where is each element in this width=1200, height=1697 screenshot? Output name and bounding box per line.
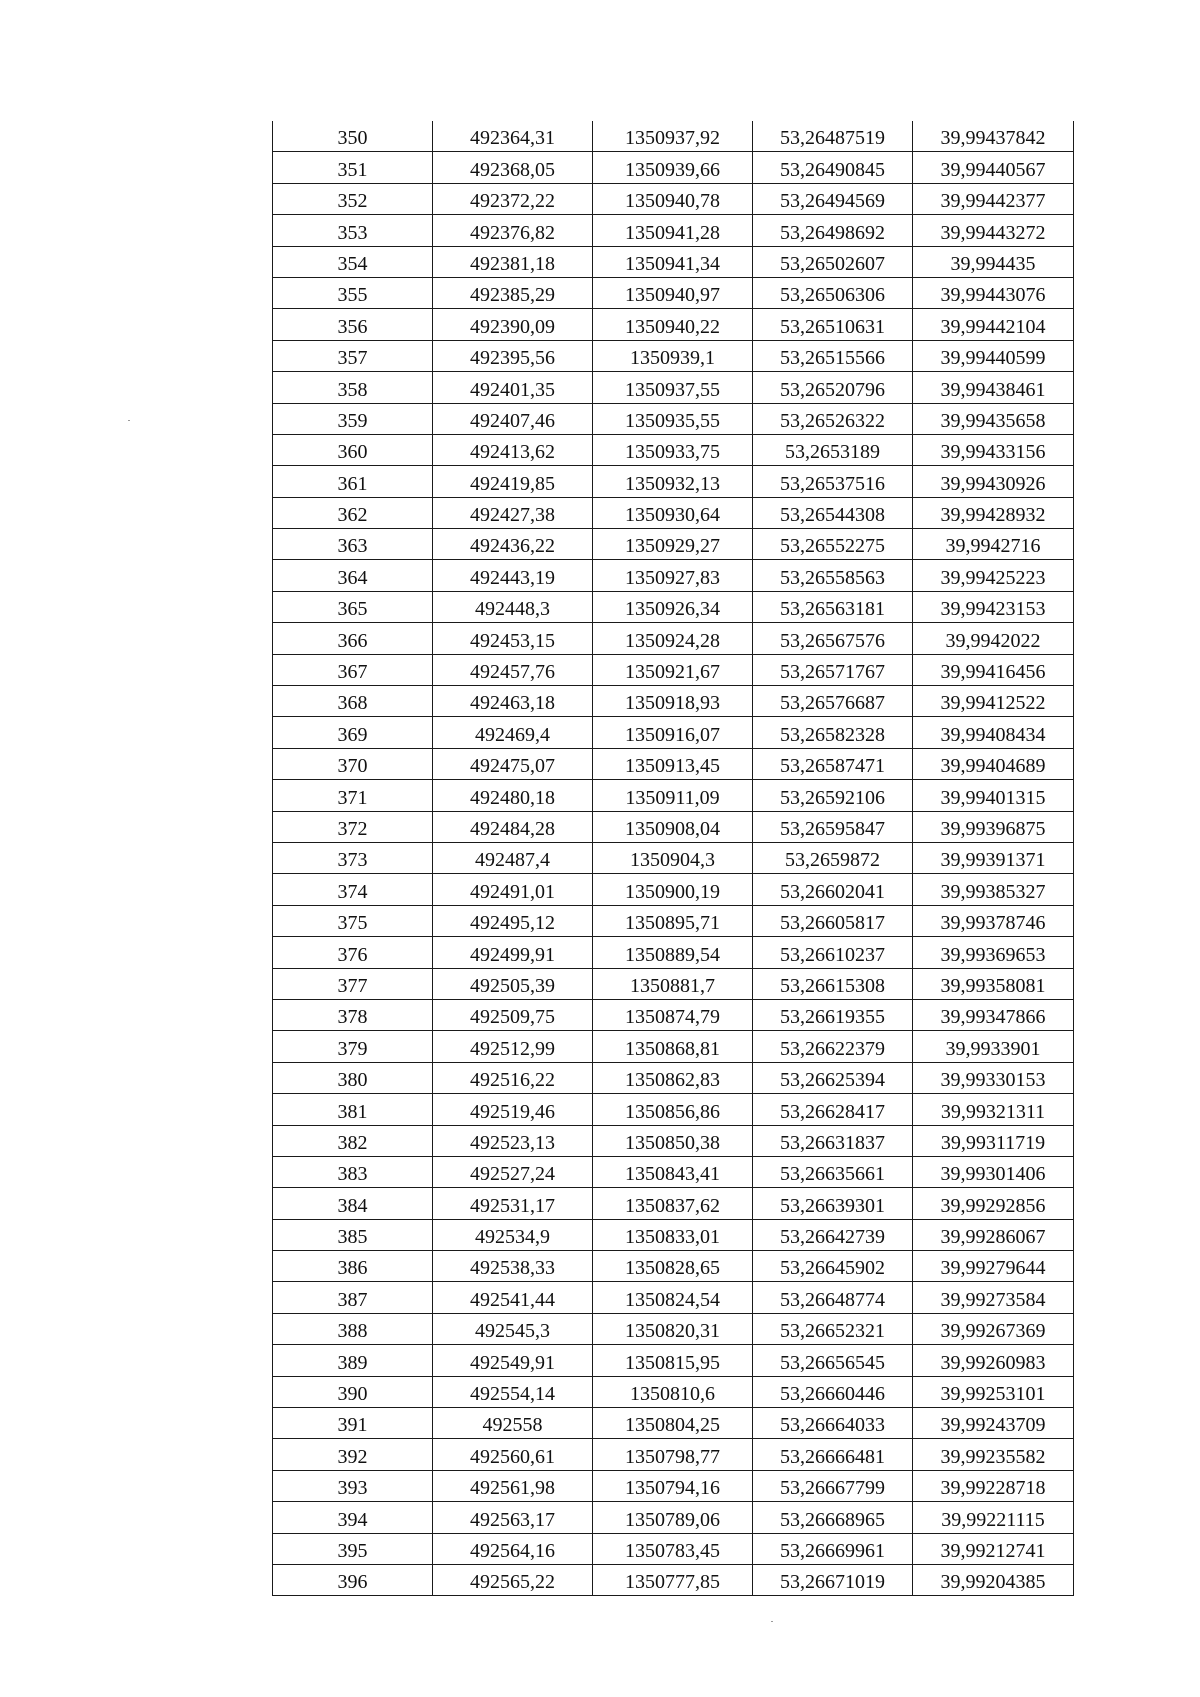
x-coordinate-cell: 492538,33 — [433, 1251, 593, 1282]
longitude-cell: 39,99396875 — [913, 811, 1074, 842]
x-coordinate-cell: 492558 — [433, 1408, 593, 1439]
y-coordinate-cell: 1350810,6 — [593, 1376, 753, 1407]
point-number-cell: 354 — [273, 246, 433, 277]
y-coordinate-cell: 1350874,79 — [593, 999, 753, 1030]
y-coordinate-cell: 1350937,55 — [593, 372, 753, 403]
point-number-cell: 396 — [273, 1564, 433, 1595]
table-row — [273, 497, 1074, 528]
longitude-cell: 39,99442104 — [913, 309, 1074, 340]
latitude-cell: 53,26494569 — [753, 183, 913, 214]
y-coordinate-cell: 1350941,34 — [593, 246, 753, 277]
x-coordinate-cell: 492453,15 — [433, 623, 593, 654]
longitude-cell: 39,99311719 — [913, 1125, 1074, 1156]
x-coordinate-cell: 492491,01 — [433, 874, 593, 905]
latitude-cell: 53,26502607 — [753, 246, 913, 277]
latitude-cell: 53,26520796 — [753, 372, 913, 403]
latitude-cell: 53,26582328 — [753, 717, 913, 748]
table-row — [273, 1282, 1074, 1313]
x-coordinate-cell: 492565,22 — [433, 1564, 593, 1595]
longitude-cell: 39,99440567 — [913, 152, 1074, 183]
longitude-cell: 39,99404689 — [913, 748, 1074, 779]
y-coordinate-cell: 1350833,01 — [593, 1219, 753, 1250]
latitude-cell: 53,26506306 — [753, 277, 913, 308]
table-row — [273, 1470, 1074, 1501]
latitude-cell: 53,26610237 — [753, 937, 913, 968]
point-number-cell: 362 — [273, 497, 433, 528]
table-row — [273, 309, 1074, 340]
point-number-cell: 370 — [273, 748, 433, 779]
y-coordinate-cell: 1350904,3 — [593, 842, 753, 873]
y-coordinate-cell: 1350927,83 — [593, 560, 753, 591]
y-coordinate-cell: 1350804,25 — [593, 1408, 753, 1439]
latitude-cell: 53,26666481 — [753, 1439, 913, 1470]
y-coordinate-cell: 1350900,19 — [593, 874, 753, 905]
y-coordinate-cell: 1350868,81 — [593, 1031, 753, 1062]
latitude-cell: 53,26628417 — [753, 1094, 913, 1125]
x-coordinate-cell: 492509,75 — [433, 999, 593, 1030]
y-coordinate-cell: 1350939,66 — [593, 152, 753, 183]
longitude-cell: 39,99423153 — [913, 591, 1074, 622]
y-coordinate-cell: 1350930,64 — [593, 497, 753, 528]
latitude-cell: 53,26490845 — [753, 152, 913, 183]
table-row — [273, 811, 1074, 842]
longitude-cell: 39,99286067 — [913, 1219, 1074, 1250]
x-coordinate-cell: 492534,9 — [433, 1219, 593, 1250]
point-number-cell: 374 — [273, 874, 433, 905]
x-coordinate-cell: 492563,17 — [433, 1502, 593, 1533]
latitude-cell: 53,2653189 — [753, 434, 913, 465]
table-row — [273, 183, 1074, 214]
table-row — [273, 937, 1074, 968]
point-number-cell: 353 — [273, 215, 433, 246]
y-coordinate-cell: 1350941,28 — [593, 215, 753, 246]
y-coordinate-cell: 1350913,45 — [593, 748, 753, 779]
table-row — [273, 623, 1074, 654]
latitude-cell: 53,26652321 — [753, 1313, 913, 1344]
x-coordinate-cell: 492448,3 — [433, 591, 593, 622]
latitude-cell: 53,26667799 — [753, 1470, 913, 1501]
latitude-cell: 53,26571767 — [753, 654, 913, 685]
point-number-cell: 389 — [273, 1345, 433, 1376]
point-number-cell: 355 — [273, 277, 433, 308]
x-coordinate-cell: 492443,19 — [433, 560, 593, 591]
longitude-cell: 39,99330153 — [913, 1062, 1074, 1093]
longitude-cell: 39,99260983 — [913, 1345, 1074, 1376]
longitude-cell: 39,99378746 — [913, 905, 1074, 936]
y-coordinate-cell: 1350789,06 — [593, 1502, 753, 1533]
latitude-cell: 53,26639301 — [753, 1188, 913, 1219]
point-number-cell: 375 — [273, 905, 433, 936]
y-coordinate-cell: 1350881,7 — [593, 968, 753, 999]
y-coordinate-cell: 1350921,67 — [593, 654, 753, 685]
y-coordinate-cell: 1350932,13 — [593, 466, 753, 497]
x-coordinate-cell: 492560,61 — [433, 1439, 593, 1470]
x-coordinate-cell: 492385,29 — [433, 277, 593, 308]
point-number-cell: 373 — [273, 842, 433, 873]
point-number-cell: 356 — [273, 309, 433, 340]
latitude-cell: 53,26668965 — [753, 1502, 913, 1533]
point-number-cell: 357 — [273, 340, 433, 371]
latitude-cell: 53,26642739 — [753, 1219, 913, 1250]
x-coordinate-cell: 492436,22 — [433, 529, 593, 560]
longitude-cell: 39,99228718 — [913, 1470, 1074, 1501]
longitude-cell: 39,99243709 — [913, 1408, 1074, 1439]
y-coordinate-cell: 1350815,95 — [593, 1345, 753, 1376]
point-number-cell: 363 — [273, 529, 433, 560]
y-coordinate-cell: 1350820,31 — [593, 1313, 753, 1344]
x-coordinate-cell: 492395,56 — [433, 340, 593, 371]
y-coordinate-cell: 1350929,27 — [593, 529, 753, 560]
longitude-cell: 39,99321311 — [913, 1094, 1074, 1125]
latitude-cell: 53,26635661 — [753, 1156, 913, 1187]
y-coordinate-cell: 1350916,07 — [593, 717, 753, 748]
x-coordinate-cell: 492368,05 — [433, 152, 593, 183]
latitude-cell: 53,26605817 — [753, 905, 913, 936]
table-row — [273, 1564, 1074, 1595]
point-number-cell: 395 — [273, 1533, 433, 1564]
latitude-cell: 53,26648774 — [753, 1282, 913, 1313]
longitude-cell: 39,994435 — [913, 246, 1074, 277]
point-number-cell: 387 — [273, 1282, 433, 1313]
latitude-cell: 53,2659872 — [753, 842, 913, 873]
x-coordinate-cell: 492564,16 — [433, 1533, 593, 1564]
longitude-cell: 39,9933901 — [913, 1031, 1074, 1062]
table-row — [273, 748, 1074, 779]
scan-speck — [128, 420, 130, 421]
table-row — [273, 1533, 1074, 1564]
y-coordinate-cell: 1350924,28 — [593, 623, 753, 654]
y-coordinate-cell: 1350911,09 — [593, 780, 753, 811]
table-row — [273, 1345, 1074, 1376]
point-number-cell: 366 — [273, 623, 433, 654]
point-number-cell: 379 — [273, 1031, 433, 1062]
coordinates-table-body — [273, 121, 1074, 1596]
longitude-cell: 39,99292856 — [913, 1188, 1074, 1219]
point-number-cell: 368 — [273, 686, 433, 717]
y-coordinate-cell: 1350935,55 — [593, 403, 753, 434]
table-row — [273, 1408, 1074, 1439]
x-coordinate-cell: 492419,85 — [433, 466, 593, 497]
latitude-cell: 53,26552275 — [753, 529, 913, 560]
x-coordinate-cell: 492401,35 — [433, 372, 593, 403]
x-coordinate-cell: 492381,18 — [433, 246, 593, 277]
latitude-cell: 53,26664033 — [753, 1408, 913, 1439]
longitude-cell: 39,99212741 — [913, 1533, 1074, 1564]
longitude-cell: 39,99385327 — [913, 874, 1074, 905]
point-number-cell: 361 — [273, 466, 433, 497]
table-row — [273, 1125, 1074, 1156]
y-coordinate-cell: 1350837,62 — [593, 1188, 753, 1219]
point-number-cell: 394 — [273, 1502, 433, 1533]
y-coordinate-cell: 1350895,71 — [593, 905, 753, 936]
x-coordinate-cell: 492545,3 — [433, 1313, 593, 1344]
table-row — [273, 1439, 1074, 1470]
x-coordinate-cell: 492407,46 — [433, 403, 593, 434]
x-coordinate-cell: 492487,4 — [433, 842, 593, 873]
x-coordinate-cell: 492541,44 — [433, 1282, 593, 1313]
table-row — [273, 1251, 1074, 1282]
point-number-cell: 352 — [273, 183, 433, 214]
point-number-cell: 376 — [273, 937, 433, 968]
table-row — [273, 529, 1074, 560]
table-row — [273, 905, 1074, 936]
x-coordinate-cell: 492390,09 — [433, 309, 593, 340]
longitude-cell: 39,99433156 — [913, 434, 1074, 465]
latitude-cell: 53,26526322 — [753, 403, 913, 434]
table-row — [273, 1219, 1074, 1250]
y-coordinate-cell: 1350940,22 — [593, 309, 753, 340]
point-number-cell: 388 — [273, 1313, 433, 1344]
point-number-cell: 360 — [273, 434, 433, 465]
x-coordinate-cell: 492484,28 — [433, 811, 593, 842]
latitude-cell: 53,26498692 — [753, 215, 913, 246]
latitude-cell: 53,26602041 — [753, 874, 913, 905]
longitude-cell: 39,99428932 — [913, 497, 1074, 528]
table-row — [273, 152, 1074, 183]
y-coordinate-cell: 1350940,78 — [593, 183, 753, 214]
longitude-cell: 39,99443272 — [913, 215, 1074, 246]
table-row — [273, 780, 1074, 811]
point-number-cell: 386 — [273, 1251, 433, 1282]
point-number-cell: 380 — [273, 1062, 433, 1093]
table-row — [273, 874, 1074, 905]
longitude-cell: 39,99347866 — [913, 999, 1074, 1030]
y-coordinate-cell: 1350828,65 — [593, 1251, 753, 1282]
longitude-cell: 39,99425223 — [913, 560, 1074, 591]
y-coordinate-cell: 1350843,41 — [593, 1156, 753, 1187]
longitude-cell: 39,99358081 — [913, 968, 1074, 999]
longitude-cell: 39,99279644 — [913, 1251, 1074, 1282]
longitude-cell: 39,99253101 — [913, 1376, 1074, 1407]
longitude-cell: 39,99391371 — [913, 842, 1074, 873]
y-coordinate-cell: 1350889,54 — [593, 937, 753, 968]
x-coordinate-cell: 492531,17 — [433, 1188, 593, 1219]
table-row — [273, 434, 1074, 465]
longitude-cell: 39,99412522 — [913, 686, 1074, 717]
table-row — [273, 1031, 1074, 1062]
x-coordinate-cell: 492561,98 — [433, 1470, 593, 1501]
y-coordinate-cell: 1350777,85 — [593, 1564, 753, 1595]
longitude-cell: 39,99442377 — [913, 183, 1074, 214]
y-coordinate-cell: 1350824,54 — [593, 1282, 753, 1313]
x-coordinate-cell: 492512,99 — [433, 1031, 593, 1062]
y-coordinate-cell: 1350939,1 — [593, 340, 753, 371]
latitude-cell: 53,26622379 — [753, 1031, 913, 1062]
latitude-cell: 53,26576687 — [753, 686, 913, 717]
point-number-cell: 367 — [273, 654, 433, 685]
y-coordinate-cell: 1350783,45 — [593, 1533, 753, 1564]
latitude-cell: 53,26660446 — [753, 1376, 913, 1407]
table-row — [273, 842, 1074, 873]
point-number-cell: 391 — [273, 1408, 433, 1439]
x-coordinate-cell: 492516,22 — [433, 1062, 593, 1093]
y-coordinate-cell: 1350933,75 — [593, 434, 753, 465]
y-coordinate-cell: 1350862,83 — [593, 1062, 753, 1093]
longitude-cell: 39,99273584 — [913, 1282, 1074, 1313]
point-number-cell: 378 — [273, 999, 433, 1030]
longitude-cell: 39,99443076 — [913, 277, 1074, 308]
longitude-cell: 39,99438461 — [913, 372, 1074, 403]
table-row — [273, 215, 1074, 246]
latitude-cell: 53,26625394 — [753, 1062, 913, 1093]
longitude-cell: 39,99267369 — [913, 1313, 1074, 1344]
longitude-cell: 39,99430926 — [913, 466, 1074, 497]
y-coordinate-cell: 1350940,97 — [593, 277, 753, 308]
x-coordinate-cell: 492495,12 — [433, 905, 593, 936]
coordinates-table — [272, 121, 1074, 1596]
latitude-cell: 53,26595847 — [753, 811, 913, 842]
y-coordinate-cell: 1350850,38 — [593, 1125, 753, 1156]
table-row — [273, 686, 1074, 717]
table-row — [273, 466, 1074, 497]
point-number-cell: 351 — [273, 152, 433, 183]
table-row — [273, 121, 1074, 152]
x-coordinate-cell: 492413,62 — [433, 434, 593, 465]
table-row — [273, 246, 1074, 277]
point-number-cell: 381 — [273, 1094, 433, 1125]
scan-speck — [771, 1621, 773, 1622]
longitude-cell: 39,9942022 — [913, 623, 1074, 654]
x-coordinate-cell: 492549,91 — [433, 1345, 593, 1376]
table-row — [273, 1094, 1074, 1125]
table-row — [273, 1313, 1074, 1344]
latitude-cell: 53,26619355 — [753, 999, 913, 1030]
y-coordinate-cell: 1350918,93 — [593, 686, 753, 717]
latitude-cell: 53,26645902 — [753, 1251, 913, 1282]
table-row — [273, 968, 1074, 999]
latitude-cell: 53,26671019 — [753, 1564, 913, 1595]
table-row — [273, 717, 1074, 748]
point-number-cell: 365 — [273, 591, 433, 622]
y-coordinate-cell: 1350926,34 — [593, 591, 753, 622]
longitude-cell: 39,99301406 — [913, 1156, 1074, 1187]
latitude-cell: 53,26487519 — [753, 121, 913, 152]
longitude-cell: 39,99416456 — [913, 654, 1074, 685]
x-coordinate-cell: 492463,18 — [433, 686, 593, 717]
latitude-cell: 53,26592106 — [753, 780, 913, 811]
table-row — [273, 1156, 1074, 1187]
x-coordinate-cell: 492372,22 — [433, 183, 593, 214]
x-coordinate-cell: 492364,31 — [433, 121, 593, 152]
latitude-cell: 53,26563181 — [753, 591, 913, 622]
x-coordinate-cell: 492427,38 — [433, 497, 593, 528]
table-row — [273, 591, 1074, 622]
x-coordinate-cell: 492457,76 — [433, 654, 593, 685]
longitude-cell: 39,99204385 — [913, 1564, 1074, 1595]
y-coordinate-cell: 1350908,04 — [593, 811, 753, 842]
table-row — [273, 277, 1074, 308]
point-number-cell: 383 — [273, 1156, 433, 1187]
longitude-cell: 39,99440599 — [913, 340, 1074, 371]
longitude-cell: 39,99221115 — [913, 1502, 1074, 1533]
longitude-cell: 39,99235582 — [913, 1439, 1074, 1470]
point-number-cell: 350 — [273, 121, 433, 152]
point-number-cell: 358 — [273, 372, 433, 403]
y-coordinate-cell: 1350798,77 — [593, 1439, 753, 1470]
point-number-cell: 384 — [273, 1188, 433, 1219]
x-coordinate-cell: 492475,07 — [433, 748, 593, 779]
table-row — [273, 1502, 1074, 1533]
point-number-cell: 382 — [273, 1125, 433, 1156]
x-coordinate-cell: 492469,4 — [433, 717, 593, 748]
table-row — [273, 1376, 1074, 1407]
y-coordinate-cell: 1350937,92 — [593, 121, 753, 152]
latitude-cell: 53,26615308 — [753, 968, 913, 999]
point-number-cell: 392 — [273, 1439, 433, 1470]
latitude-cell: 53,26537516 — [753, 466, 913, 497]
table-row — [273, 560, 1074, 591]
latitude-cell: 53,26656545 — [753, 1345, 913, 1376]
x-coordinate-cell: 492523,13 — [433, 1125, 593, 1156]
latitude-cell: 53,26669961 — [753, 1533, 913, 1564]
point-number-cell: 364 — [273, 560, 433, 591]
longitude-cell: 39,99435658 — [913, 403, 1074, 434]
latitude-cell: 53,26631837 — [753, 1125, 913, 1156]
longitude-cell: 39,99408434 — [913, 717, 1074, 748]
x-coordinate-cell: 492499,91 — [433, 937, 593, 968]
latitude-cell: 53,26587471 — [753, 748, 913, 779]
y-coordinate-cell: 1350856,86 — [593, 1094, 753, 1125]
point-number-cell: 369 — [273, 717, 433, 748]
y-coordinate-cell: 1350794,16 — [593, 1470, 753, 1501]
point-number-cell: 377 — [273, 968, 433, 999]
table-row — [273, 654, 1074, 685]
latitude-cell: 53,26567576 — [753, 623, 913, 654]
latitude-cell: 53,26515566 — [753, 340, 913, 371]
x-coordinate-cell: 492554,14 — [433, 1376, 593, 1407]
x-coordinate-cell: 492527,24 — [433, 1156, 593, 1187]
x-coordinate-cell: 492376,82 — [433, 215, 593, 246]
x-coordinate-cell: 492480,18 — [433, 780, 593, 811]
x-coordinate-cell: 492519,46 — [433, 1094, 593, 1125]
point-number-cell: 390 — [273, 1376, 433, 1407]
table-row — [273, 340, 1074, 371]
point-number-cell: 359 — [273, 403, 433, 434]
longitude-cell: 39,99369653 — [913, 937, 1074, 968]
longitude-cell: 39,9942716 — [913, 529, 1074, 560]
table-row — [273, 999, 1074, 1030]
latitude-cell: 53,26558563 — [753, 560, 913, 591]
x-coordinate-cell: 492505,39 — [433, 968, 593, 999]
latitude-cell: 53,26544308 — [753, 497, 913, 528]
table-row — [273, 1188, 1074, 1219]
longitude-cell: 39,99401315 — [913, 780, 1074, 811]
table-row — [273, 372, 1074, 403]
point-number-cell: 371 — [273, 780, 433, 811]
table-row — [273, 1062, 1074, 1093]
point-number-cell: 372 — [273, 811, 433, 842]
longitude-cell: 39,99437842 — [913, 121, 1074, 152]
table-row — [273, 403, 1074, 434]
point-number-cell: 393 — [273, 1470, 433, 1501]
latitude-cell: 53,26510631 — [753, 309, 913, 340]
point-number-cell: 385 — [273, 1219, 433, 1250]
